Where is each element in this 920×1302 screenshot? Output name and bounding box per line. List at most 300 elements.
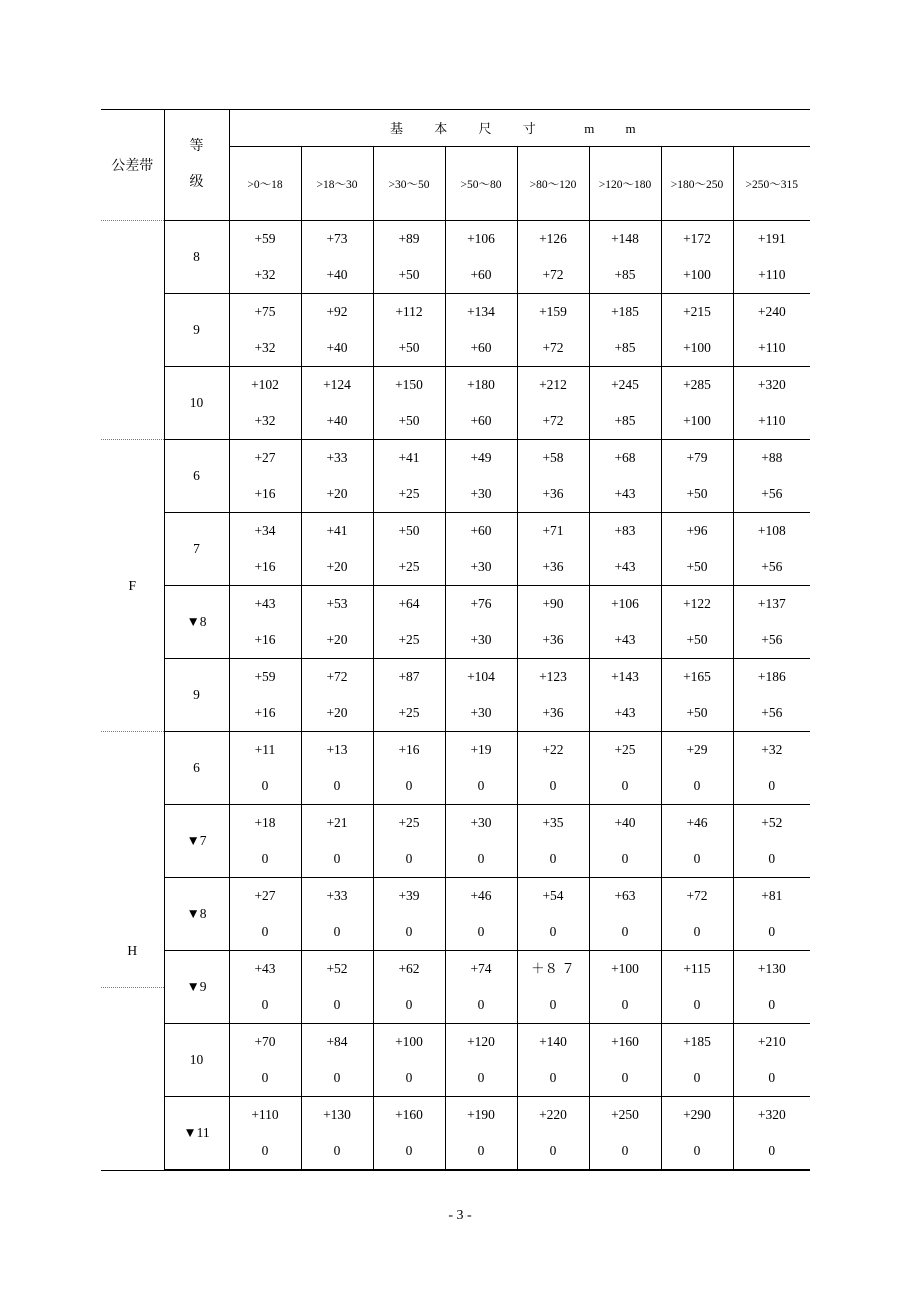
lower-deviation: +25 (398, 559, 420, 574)
lower-deviation: +40 (326, 413, 348, 428)
size-range-header (733, 147, 810, 221)
upper-deviation: +130 (757, 961, 786, 976)
table-row (101, 221, 810, 294)
table-row (101, 659, 810, 732)
lower-deviation: +43 (614, 632, 636, 647)
lower-deviation: 0 (768, 778, 776, 793)
deviation-cell (445, 294, 517, 367)
deviation-cell (517, 586, 589, 659)
lower-deviation: 0 (768, 924, 776, 939)
upper-deviation: +100 (611, 961, 639, 976)
zone-divider-dotted (101, 987, 164, 988)
upper-deviation: +32 (761, 742, 783, 757)
deviation-cell (661, 951, 733, 1024)
deviation-cell (589, 878, 661, 951)
grade-cell (164, 951, 229, 1024)
deviation-cell (301, 1097, 373, 1170)
upper-deviation: +110 (251, 1107, 279, 1122)
upper-deviation: +21 (326, 815, 348, 830)
deviation-cell (733, 805, 810, 878)
upper-deviation: +25 (398, 815, 420, 830)
deviation-cell (373, 805, 445, 878)
grade-header-bottom: 级 (189, 174, 204, 190)
upper-deviation: +180 (467, 377, 495, 392)
deviation-cell (301, 1024, 373, 1097)
deviation-cell (589, 1097, 661, 1170)
deviation-cell (733, 1024, 810, 1097)
upper-deviation: +112 (395, 304, 423, 319)
grade-cell (164, 513, 229, 586)
grade-header-top: 等 (189, 138, 204, 154)
lower-deviation: 0 (405, 997, 413, 1012)
deviation-cell (301, 440, 373, 513)
lower-deviation: 0 (261, 924, 269, 939)
lower-deviation: 0 (621, 851, 629, 866)
deviation-cell (373, 1024, 445, 1097)
deviation-cell (733, 659, 810, 732)
lower-deviation: +100 (683, 267, 711, 282)
deviation-cell (517, 513, 589, 586)
lower-deviation: +36 (542, 705, 564, 720)
lower-deviation: +50 (686, 632, 708, 647)
lower-deviation: +20 (326, 705, 348, 720)
lower-deviation: +32 (254, 413, 276, 428)
table-row (101, 367, 810, 440)
deviation-cell (661, 805, 733, 878)
deviation-cell (733, 732, 810, 805)
lower-deviation: +16 (254, 559, 276, 574)
basic-size-header (229, 109, 810, 147)
deviation-cell (301, 732, 373, 805)
deviation-cell (589, 805, 661, 878)
deviation-cell (517, 878, 589, 951)
upper-deviation: +159 (539, 304, 567, 319)
lower-deviation: 0 (405, 778, 413, 793)
size-range-header (301, 147, 373, 221)
upper-deviation: +29 (686, 742, 708, 757)
size-range-label: >80～120 (529, 178, 577, 191)
grade-cell (164, 440, 229, 513)
lower-deviation: 0 (693, 1070, 701, 1085)
upper-deviation: +60 (470, 523, 492, 538)
deviation-cell (517, 732, 589, 805)
deviation-cell (661, 367, 733, 440)
lower-deviation: +30 (470, 486, 492, 501)
upper-deviation: +123 (539, 669, 567, 684)
upper-deviation: +30 (470, 815, 492, 830)
deviation-cell (373, 732, 445, 805)
grade-label: 9 (193, 322, 200, 337)
deviation-cell (445, 878, 517, 951)
upper-deviation: +79 (686, 450, 708, 465)
upper-deviation: +11 (254, 742, 276, 757)
grade-label: 10 (189, 395, 204, 410)
upper-deviation: +27 (254, 450, 276, 465)
deviation-cell (445, 659, 517, 732)
page-number: - 3 - (448, 1208, 472, 1223)
deviation-cell (229, 659, 301, 732)
deviation-cell (661, 1097, 733, 1170)
lower-deviation: +85 (614, 340, 636, 355)
upper-deviation: +39 (398, 888, 420, 903)
lower-deviation: +110 (758, 267, 786, 282)
upper-deviation: +89 (398, 231, 420, 246)
tolerance-zone-cell (101, 221, 164, 440)
lower-deviation: 0 (333, 1070, 341, 1085)
deviation-cell (229, 1024, 301, 1097)
lower-deviation: +72 (542, 340, 564, 355)
lower-deviation: 0 (768, 1070, 776, 1085)
lower-deviation: +110 (758, 340, 786, 355)
deviation-cell (301, 878, 373, 951)
upper-deviation: +191 (757, 231, 786, 246)
upper-deviation: +13 (326, 742, 348, 757)
lower-deviation: +36 (542, 632, 564, 647)
deviation-cell (517, 221, 589, 294)
lower-deviation: +60 (470, 267, 492, 282)
table-bottom-rule (101, 1170, 810, 1171)
upper-deviation: +68 (614, 450, 636, 465)
upper-deviation: +59 (254, 231, 276, 246)
lower-deviation: 0 (261, 1070, 269, 1085)
tolerance-zone-label: F (128, 577, 136, 593)
grade-header-cell (164, 109, 229, 221)
upper-deviation: +134 (467, 304, 495, 319)
upper-deviation: +22 (542, 742, 564, 757)
lower-deviation: +20 (326, 632, 348, 647)
lower-deviation: 0 (621, 997, 629, 1012)
lower-deviation: 0 (549, 1070, 557, 1085)
upper-deviation: +245 (611, 377, 639, 392)
grade-label: ▼8 (186, 614, 207, 629)
deviation-cell (589, 221, 661, 294)
lower-deviation: 0 (693, 778, 701, 793)
lower-deviation: +56 (761, 632, 783, 647)
deviation-cell (229, 805, 301, 878)
deviation-cell (301, 805, 373, 878)
deviation-cell (517, 367, 589, 440)
grade-cell (164, 805, 229, 878)
lower-deviation: +20 (326, 486, 348, 501)
upper-deviation: +165 (683, 669, 711, 684)
deviation-cell (229, 294, 301, 367)
grade-label: 9 (193, 687, 200, 702)
deviation-cell (589, 294, 661, 367)
lower-deviation: 0 (768, 851, 776, 866)
upper-deviation: +73 (326, 231, 348, 246)
upper-deviation: +100 (395, 1034, 423, 1049)
tolerance-zone-cell (101, 440, 164, 732)
lower-deviation: 0 (549, 778, 557, 793)
deviation-cell (733, 367, 810, 440)
upper-deviation: +126 (539, 231, 567, 246)
upper-deviation: +46 (686, 815, 708, 830)
size-range-label: >50～80 (460, 178, 502, 191)
upper-deviation: +58 (542, 450, 564, 465)
deviation-cell (517, 805, 589, 878)
lower-deviation: +30 (470, 632, 492, 647)
lower-deviation: +40 (326, 267, 348, 282)
lower-deviation: +85 (614, 413, 636, 428)
lower-deviation: 0 (405, 1143, 413, 1158)
upper-deviation: +70 (254, 1034, 276, 1049)
lower-deviation: +16 (254, 705, 276, 720)
upper-deviation: +140 (539, 1034, 567, 1049)
grade-label: 8 (193, 249, 200, 264)
grade-cell (164, 367, 229, 440)
upper-deviation: +46 (470, 888, 492, 903)
lower-deviation: +60 (470, 340, 492, 355)
deviation-cell (661, 1024, 733, 1097)
upper-deviation: +64 (398, 596, 420, 611)
deviation-cell (229, 1097, 301, 1170)
table-row (101, 878, 810, 951)
tolerance-zone-label: H (127, 942, 138, 958)
upper-deviation: +25 (614, 742, 636, 757)
size-range-label: >0～18 (247, 178, 283, 191)
upper-deviation: +41 (398, 450, 420, 465)
grade-cell (164, 221, 229, 294)
upper-deviation: +220 (539, 1107, 567, 1122)
deviation-cell (661, 294, 733, 367)
zone-header-label: 公差带 (111, 158, 154, 174)
size-range-header (589, 147, 661, 221)
upper-deviation: +18 (254, 815, 276, 830)
lower-deviation: 0 (693, 1143, 701, 1158)
lower-deviation: +16 (254, 486, 276, 501)
lower-deviation: 0 (549, 997, 557, 1012)
grade-label: 6 (193, 760, 200, 775)
lower-deviation: +50 (686, 486, 708, 501)
lower-deviation: +43 (614, 486, 636, 501)
deviation-cell (517, 440, 589, 513)
deviation-cell (733, 294, 810, 367)
deviation-cell (445, 951, 517, 1024)
table-row (101, 951, 810, 1024)
deviation-cell (517, 951, 589, 1024)
upper-deviation: +212 (539, 377, 567, 392)
lower-deviation: 0 (333, 997, 341, 1012)
deviation-cell (445, 221, 517, 294)
lower-deviation: +50 (398, 340, 420, 355)
deviation-cell (373, 513, 445, 586)
upper-deviation: +33 (326, 450, 348, 465)
lower-deviation: +56 (761, 486, 783, 501)
deviation-cell (373, 367, 445, 440)
lower-deviation: 0 (333, 924, 341, 939)
grade-cell (164, 586, 229, 659)
upper-deviation: +106 (611, 596, 639, 611)
upper-deviation: +71 (542, 523, 564, 538)
grade-label: 7 (193, 541, 200, 556)
lower-deviation: +85 (614, 267, 636, 282)
lower-deviation: +25 (398, 632, 420, 647)
upper-deviation: +43 (254, 596, 276, 611)
lower-deviation: +40 (326, 340, 348, 355)
lower-deviation: +16 (254, 632, 276, 647)
lower-deviation: 0 (693, 851, 701, 866)
lower-deviation: 0 (261, 1143, 269, 1158)
deviation-cell (589, 440, 661, 513)
upper-deviation: +172 (683, 231, 711, 246)
lower-deviation: 0 (405, 1070, 413, 1085)
deviation-cell (517, 1097, 589, 1170)
grade-label: ▼11 (183, 1125, 210, 1140)
deviation-cell (517, 659, 589, 732)
deviation-cell (229, 367, 301, 440)
deviation-cell (373, 878, 445, 951)
lower-deviation: +43 (614, 705, 636, 720)
deviation-cell (517, 1024, 589, 1097)
lower-deviation: 0 (333, 1143, 341, 1158)
header-row-1 (101, 109, 810, 147)
upper-deviation: +41 (326, 523, 348, 538)
deviation-cell (229, 513, 301, 586)
upper-deviation: +49 (470, 450, 492, 465)
upper-deviation: +76 (470, 596, 492, 611)
upper-deviation: +185 (611, 304, 639, 319)
table-row (101, 440, 810, 513)
grade-cell (164, 1097, 229, 1170)
grade-label: 10 (189, 1052, 204, 1067)
lower-deviation: 0 (621, 1143, 629, 1158)
lower-deviation: +36 (542, 486, 564, 501)
lower-deviation: +25 (398, 486, 420, 501)
upper-deviation: +250 (611, 1107, 639, 1122)
upper-deviation: +108 (757, 523, 786, 538)
upper-deviation: +84 (326, 1034, 348, 1049)
upper-deviation: +285 (683, 377, 711, 392)
size-range-header (373, 147, 445, 221)
upper-deviation: +215 (683, 304, 711, 319)
deviation-cell (589, 513, 661, 586)
grade-label: ▼9 (186, 979, 207, 994)
lower-deviation: +72 (542, 413, 564, 428)
lower-deviation: 0 (693, 924, 701, 939)
upper-deviation: +52 (326, 961, 348, 976)
upper-deviation: +122 (683, 596, 711, 611)
deviation-cell (661, 659, 733, 732)
deviation-cell (373, 951, 445, 1024)
upper-deviation: +143 (611, 669, 639, 684)
upper-deviation: +130 (323, 1107, 351, 1122)
deviation-cell (589, 659, 661, 732)
deviation-cell (517, 294, 589, 367)
table-row (101, 1024, 810, 1097)
lower-deviation: +50 (398, 267, 420, 282)
upper-deviation: +34 (254, 523, 276, 538)
basic-size-title: 基 本 尺 寸 m m (389, 121, 650, 136)
lower-deviation: 0 (405, 851, 413, 866)
upper-deviation: +52 (761, 815, 783, 830)
upper-deviation: +16 (398, 742, 420, 757)
upper-deviation: +137 (757, 596, 786, 611)
upper-deviation: +240 (757, 304, 786, 319)
size-range-label: >30～50 (388, 178, 430, 191)
size-range-header (661, 147, 733, 221)
size-range-label: >180～250 (670, 178, 724, 191)
lower-deviation: +50 (686, 705, 708, 720)
size-range-label: >120～180 (598, 178, 652, 191)
lower-deviation: 0 (549, 1143, 557, 1158)
upper-deviation: +290 (683, 1107, 711, 1122)
table-row (101, 513, 810, 586)
lower-deviation: +100 (683, 340, 711, 355)
grade-label: 6 (193, 468, 200, 483)
grade-label: ▼8 (186, 906, 207, 921)
table-row (101, 586, 810, 659)
deviation-cell (301, 951, 373, 1024)
lower-deviation: 0 (477, 924, 485, 939)
grade-cell (164, 1024, 229, 1097)
deviation-cell (589, 732, 661, 805)
deviation-cell (301, 513, 373, 586)
upper-deviation: +72 (686, 888, 708, 903)
upper-deviation: +35 (542, 815, 564, 830)
lower-deviation: 0 (477, 851, 485, 866)
upper-deviation: +88 (761, 450, 783, 465)
deviation-cell (229, 878, 301, 951)
upper-deviation: +92 (326, 304, 348, 319)
upper-deviation: +124 (323, 377, 351, 392)
upper-deviation: +59 (254, 669, 276, 684)
deviation-cell (229, 732, 301, 805)
size-range-label: >250～315 (745, 178, 799, 191)
zone-header-cell (101, 109, 164, 221)
lower-deviation: +30 (470, 705, 492, 720)
deviation-cell (301, 221, 373, 294)
lower-deviation: +32 (254, 340, 276, 355)
deviation-cell (733, 878, 810, 951)
lower-deviation: +32 (254, 267, 276, 282)
deviation-cell (445, 586, 517, 659)
table-row (101, 294, 810, 367)
tolerance-table-container (101, 109, 810, 1171)
lower-deviation: 0 (333, 851, 341, 866)
upper-deviation: +104 (467, 669, 495, 684)
lower-deviation: 0 (261, 851, 269, 866)
lower-deviation: 0 (549, 924, 557, 939)
table-row (101, 1097, 810, 1170)
upper-deviation: +50 (398, 523, 420, 538)
deviation-cell (661, 586, 733, 659)
deviation-cell (445, 1097, 517, 1170)
deviation-cell (373, 586, 445, 659)
deviation-cell (229, 221, 301, 294)
deviation-cell (229, 586, 301, 659)
size-range-label: >18～30 (316, 178, 358, 191)
upper-deviation: +54 (542, 888, 564, 903)
upper-deviation: +19 (470, 742, 492, 757)
lower-deviation: 0 (333, 778, 341, 793)
deviation-cell (301, 367, 373, 440)
lower-deviation: 0 (477, 997, 485, 1012)
deviation-cell (589, 367, 661, 440)
deviation-cell (733, 440, 810, 513)
upper-deviation: +81 (761, 888, 783, 903)
deviation-cell (229, 951, 301, 1024)
lower-deviation: 0 (768, 1143, 776, 1158)
deviation-cell (733, 1097, 810, 1170)
upper-deviation: +33 (326, 888, 348, 903)
upper-deviation: +190 (467, 1107, 495, 1122)
table-row (101, 805, 810, 878)
upper-deviation: +72 (326, 669, 348, 684)
deviation-cell (445, 513, 517, 586)
grade-cell (164, 878, 229, 951)
lower-deviation: +50 (686, 559, 708, 574)
size-range-header (517, 147, 589, 221)
